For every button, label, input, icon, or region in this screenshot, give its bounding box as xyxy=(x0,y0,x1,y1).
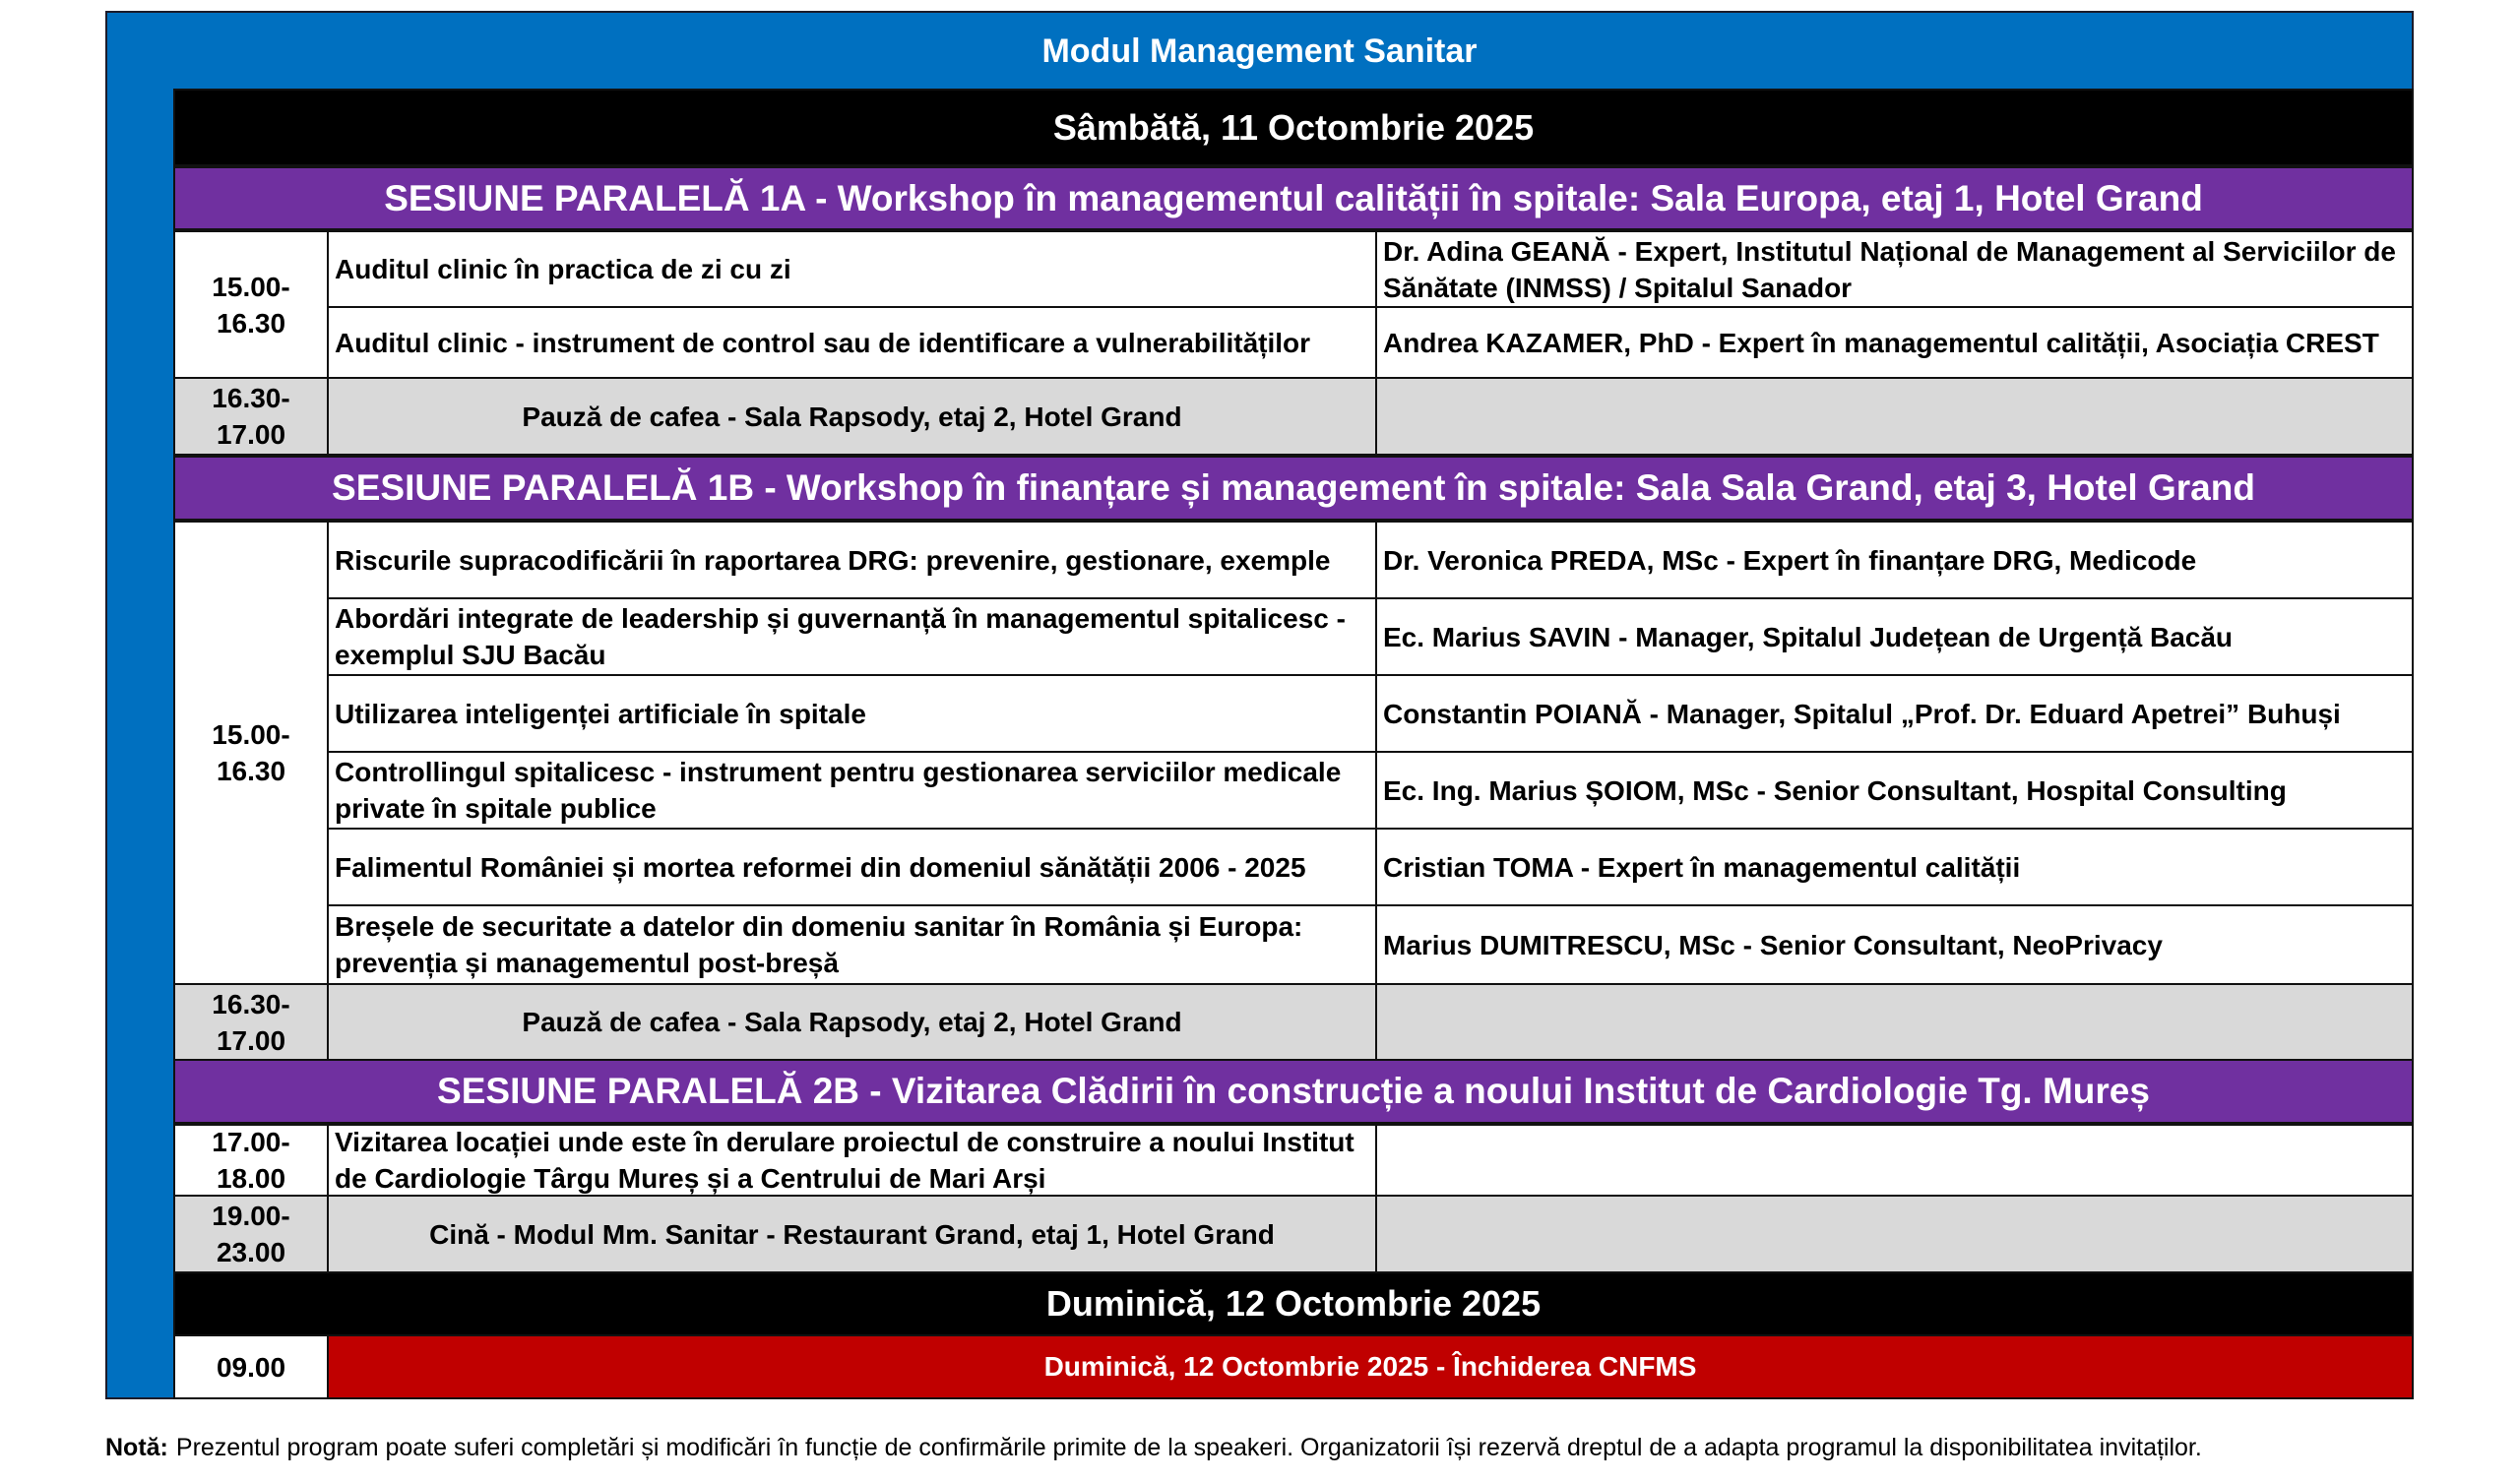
session-header-2b: SESIUNE PARALELĂ 2B - Vizitarea Clădirii în construcție a noului Institut de Cardiologie Tg. Mureș xyxy=(173,1059,2414,1124)
time-cell: 15.00- 16.30 xyxy=(173,230,329,379)
table-row xyxy=(173,306,2414,379)
topic-cell: Controllingul spitalicesc - instrument pentru gestionarea serviciilor medicale private în spitale publice xyxy=(327,751,1377,830)
footnote xyxy=(105,1434,2202,1462)
topic-cell: Utilizarea inteligenței artificiale în spitale xyxy=(327,674,1377,753)
footnote-label: Notă: xyxy=(105,1434,168,1461)
table-row xyxy=(173,828,2414,906)
speaker-cell-empty xyxy=(1375,377,2414,456)
speaker-cell: Marius DUMITRESCU, MSc - Senior Consultant, NeoPrivacy xyxy=(1375,904,2414,985)
speaker-cell xyxy=(1375,1124,2414,1197)
time-cell: 09.00 xyxy=(173,1334,329,1399)
speaker-cell-empty xyxy=(1375,983,2414,1061)
footnote-text: Prezentul program poate suferi completări și modificări în funcție de confirmările primite de la speakeri. Organizatorii își rezervă dreptul de a adapta programul la disponibilitatea invitaților. xyxy=(175,1434,2202,1461)
table-row xyxy=(173,904,2414,985)
speaker-cell: Cristian TOMA - Expert în managementul calității xyxy=(1375,828,2414,906)
speaker-cell: Andrea KAZAMER, PhD - Expert în managementul calității, Asociația CREST xyxy=(1375,306,2414,379)
module-title: Modul Management Sanitar xyxy=(1041,31,1478,70)
time-cell: 16.30- 17.00 xyxy=(173,983,329,1061)
topic-cell: Breșele de securitate a datelor din domeniu sanitar în România și Europa: prevenția și managementul post-breșă xyxy=(327,904,1377,985)
table-row xyxy=(173,521,2414,599)
session-header-1b: SESIUNE PARALELĂ 1B - Workshop în finanțare și management în spitale: Sala Sala Grand, etaj 3, Hotel Grand xyxy=(173,456,2414,521)
day-header-saturday: Sâmbătă, 11 Octombrie 2025 xyxy=(173,89,2414,166)
topic-cell: Abordări integrate de leadership și guvernanță în managementul spitalicesc - exemplul SJU Bacău xyxy=(327,597,1377,676)
time-cell: 15.00- 16.30 xyxy=(173,521,329,985)
table-row xyxy=(173,230,2414,308)
break-row xyxy=(173,983,2414,1061)
topic-cell: Auditul clinic - instrument de control sau de identificare a vulnerabilităților xyxy=(327,306,1377,379)
break-row xyxy=(173,377,2414,456)
speaker-cell: Dr. Adina GEANĂ - Expert, Institutul Național de Management al Serviciilor de Sănătate (INMSS) / Spitalul Sanador xyxy=(1375,230,2414,308)
topic-cell: Falimentul României și mortea reformei din domeniul sănătății 2006 - 2025 xyxy=(327,828,1377,906)
time-cell: 17.00- 18.00 xyxy=(173,1124,329,1197)
day-header-sunday: Duminică, 12 Octombrie 2025 xyxy=(173,1271,2414,1336)
table-row xyxy=(173,597,2414,676)
closing-label: Duminică, 12 Octombrie 2025 - Închiderea CNFMS xyxy=(327,1334,2414,1399)
speaker-cell: Dr. Veronica PREDA, MSc - Expert în finanțare DRG, Medicode xyxy=(1375,521,2414,599)
topic-cell: Riscurile supracodificării în raportarea DRG: prevenire, gestionare, exemple xyxy=(327,521,1377,599)
session-header-1a: SESIUNE PARALELĂ 1A - Workshop în managementul calității în spitale: Sala Europa, etaj 1, Hotel Grand xyxy=(173,166,2414,230)
table-row xyxy=(173,751,2414,830)
speaker-cell: Ec. Ing. Marius ȘOIOM, MSc - Senior Consultant, Hospital Consulting xyxy=(1375,751,2414,830)
time-cell: 16.30- 17.00 xyxy=(173,377,329,456)
table-row xyxy=(173,674,2414,753)
break-label: Pauză de cafea - Sala Rapsody, etaj 2, Hotel Grand xyxy=(327,983,1377,1061)
speaker-cell: Constantin POIANĂ - Manager, Spitalul „Prof. Dr. Eduard Apetrei” Buhuși xyxy=(1375,674,2414,753)
topic-cell: Vizitarea locației unde este în derulare proiectul de construire a noului Institut de Cardiologie Târgu Mureș și a Centrului de Mari Arși xyxy=(327,1124,1377,1197)
time-cell: 19.00- 23.00 xyxy=(173,1195,329,1273)
dinner-row xyxy=(173,1195,2414,1273)
speaker-cell: Ec. Marius SAVIN - Manager, Spitalul Județean de Urgență Bacău xyxy=(1375,597,2414,676)
speaker-cell-empty xyxy=(1375,1195,2414,1273)
break-label: Pauză de cafea - Sala Rapsody, etaj 2, Hotel Grand xyxy=(327,377,1377,456)
topic-cell: Auditul clinic în practica de zi cu zi xyxy=(327,230,1377,308)
dinner-label: Cină - Modul Mm. Sanitar - Restaurant Grand, etaj 1, Hotel Grand xyxy=(327,1195,1377,1273)
closing-row xyxy=(173,1334,2414,1399)
table-row xyxy=(173,1124,2414,1197)
